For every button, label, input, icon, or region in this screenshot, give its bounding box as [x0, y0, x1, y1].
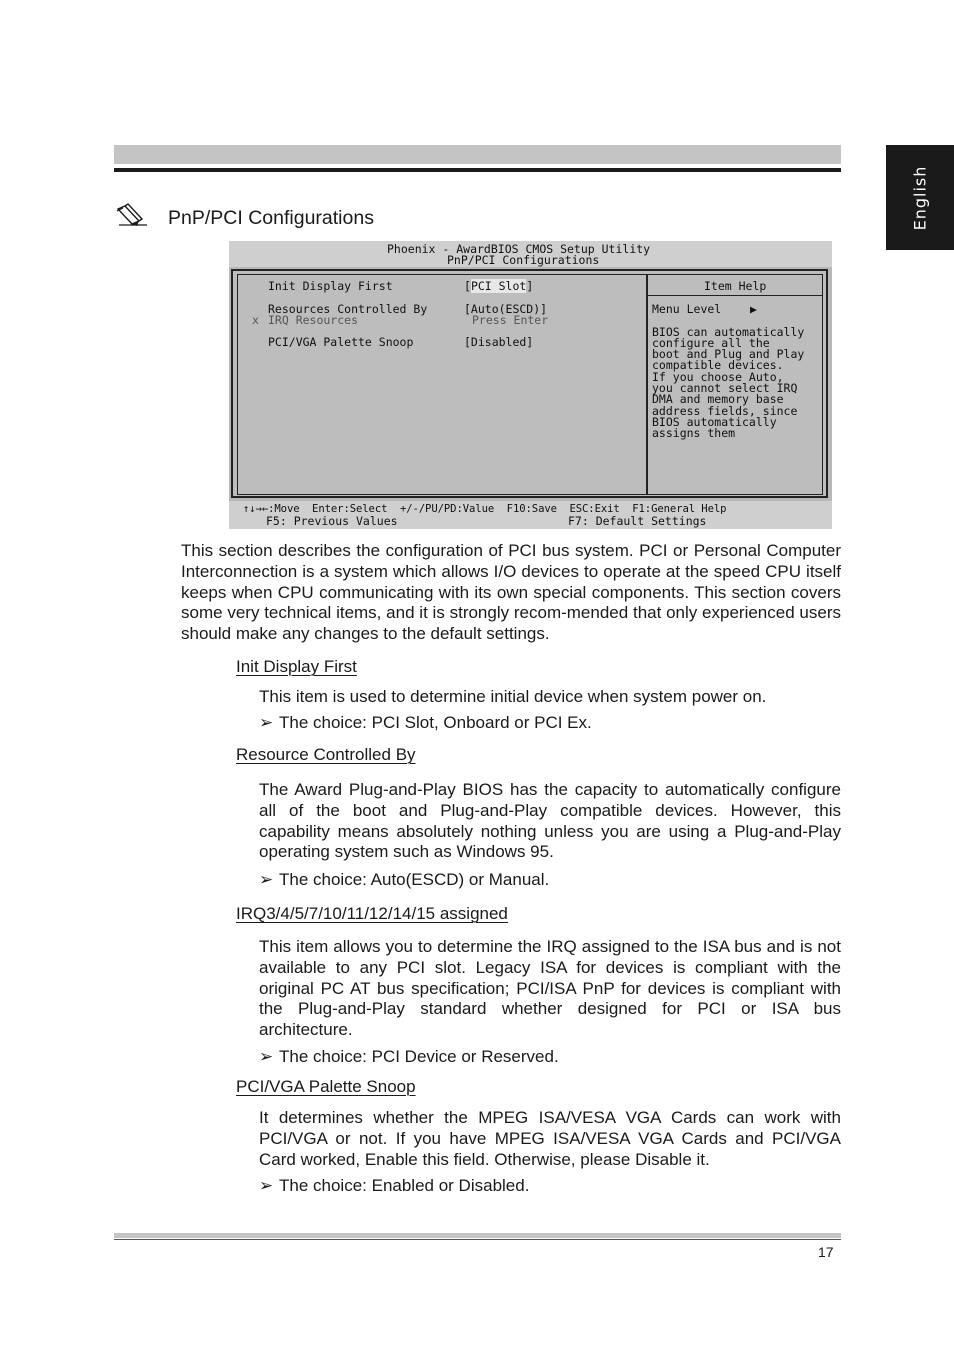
- help-line: compatible devices.: [652, 358, 784, 372]
- help-line: configure all the: [652, 336, 770, 350]
- help-line: BIOS can automatically: [652, 325, 805, 339]
- help-header-line: [648, 295, 823, 296]
- bios-selected-value: PCI Slot: [470, 279, 527, 293]
- setting-description: It determines whether the MPEG ISA/VESA VGA Cards can work with PCI/VGA or not. If you have MPEG ISA/VESA VGA Cards and PCI/VGA Card worked, Enable this field. Otherwise, please Disable it.: [259, 1108, 841, 1169]
- arrow-bullet-icon: ➢: [259, 713, 274, 732]
- help-line: address fields, since: [652, 404, 798, 418]
- bios-screenshot: [229, 241, 832, 529]
- bios-footer-f5: F5: Previous Values: [266, 514, 398, 528]
- bios-item-snoop-value[interactable]: [Disabled]: [464, 335, 534, 349]
- arrow-bullet-icon: ➢: [259, 1047, 274, 1066]
- bios-item-resources-label[interactable]: Resources Controlled By: [268, 302, 428, 316]
- help-line: DMA and memory base: [652, 392, 784, 406]
- setting-heading-init-display: Init Display First: [236, 657, 357, 676]
- help-line: you cannot select IRQ: [652, 381, 798, 395]
- bios-footer-keys: ↑↓→←:Move Enter:Select +/-/PU/PD:Value F10:Save ESC:Exit F1:General Help: [243, 503, 727, 515]
- bios-title: Phoenix - AwardBIOS CMOS Setup Utility: [387, 242, 651, 256]
- bios-item-irq-value: Press Enter: [472, 313, 549, 327]
- help-line: assigns them: [652, 426, 736, 440]
- bios-item-init-display-label[interactable]: Init Display First: [268, 279, 393, 293]
- header-black-rule: [114, 168, 841, 172]
- arrow-bullet-icon: ➢: [259, 870, 274, 889]
- bios-subtitle: PnP/PCI Configurations: [447, 253, 600, 267]
- setting-heading-resource-controlled: Resource Controlled By: [236, 745, 416, 764]
- bios-title-bar: [229, 241, 832, 267]
- bios-divider: [646, 275, 648, 494]
- language-tab: [886, 145, 954, 250]
- bios-panel: [237, 274, 823, 495]
- help-line: boot and Plug and Play: [652, 347, 805, 361]
- help-line: BIOS automatically: [652, 415, 777, 429]
- setting-description: This item is used to determine initial device when system power on.: [259, 687, 767, 706]
- setting-choice: ➢ The choice: PCI Slot, Onboard or PCI Ex.: [259, 713, 592, 732]
- setting-choice: ➢ The choice: Auto(ESCD) or Manual.: [259, 870, 550, 889]
- menu-level-label: Menu Level: [652, 302, 722, 316]
- setting-heading-palette-snoop: PCI/VGA Palette Snoop: [236, 1077, 416, 1096]
- bios-item-resources-value[interactable]: [Auto(ESCD)]: [464, 302, 548, 316]
- setting-description: The Award Plug-and-Play BIOS has the capacity to automatically configure all of the boot and Plug-and-Play compatible devices. However, this capability means absolutely nothing unless you are using a Plug-and-Play operating system such as Windows 95.: [259, 780, 841, 862]
- item-help-title: Item Help: [704, 279, 767, 293]
- header-gray-bar: [114, 145, 841, 164]
- help-line: If you choose Auto,: [652, 370, 784, 384]
- footer-thin-rule: [114, 1239, 841, 1240]
- page-number: 17: [818, 1244, 834, 1260]
- bios-item-snoop-label[interactable]: PCI/VGA Palette Snoop: [268, 335, 414, 349]
- setting-choice: ➢ The choice: PCI Device or Reserved.: [259, 1047, 559, 1066]
- footer-gray-rule: [114, 1233, 841, 1238]
- setting-description: This item allows you to determine the IRQ assigned to the ISA bus and is not available to any PCI slot. Legacy ISA for devices is compliant with the original PC AT bus specification; PCI/ISA PnP for devices is compliant with the Plug-and-Play standard whether designed for PCI or ISA bus architecture.: [259, 937, 841, 1040]
- pencil-note-icon: [115, 203, 149, 229]
- bios-item-irq-marker: x: [252, 313, 259, 327]
- menu-level-arrow-icon: ▶: [750, 302, 757, 316]
- bios-footer-f7: F7: Default Settings: [568, 514, 707, 528]
- setting-heading-irq-assigned: IRQ3/4/5/7/10/11/12/14/15 assigned: [236, 904, 508, 923]
- setting-choice: ➢ The choice: Enabled or Disabled.: [259, 1176, 530, 1195]
- intro-paragraph: This section describes the configuration of PCI bus system. PCI or Personal Computer Interconnection is a system which allows I/O devices to operate at the speed CPU itself keeps when CPU communicating with its own special components. This section covers some very technical items, and it is strongly recom-mended that only experienced users should make any changes to the default settings.: [181, 541, 841, 644]
- bios-item-init-display-value[interactable]: [PCI Slot]: [464, 279, 534, 293]
- language-tab-label: English: [910, 165, 930, 230]
- section-title: PnP/PCI Configurations: [168, 207, 374, 229]
- arrow-bullet-icon: ➢: [259, 1176, 274, 1195]
- bios-item-irq-label: IRQ Resources: [268, 313, 359, 327]
- bios-frame: [231, 269, 828, 498]
- bios-footer: [229, 501, 832, 529]
